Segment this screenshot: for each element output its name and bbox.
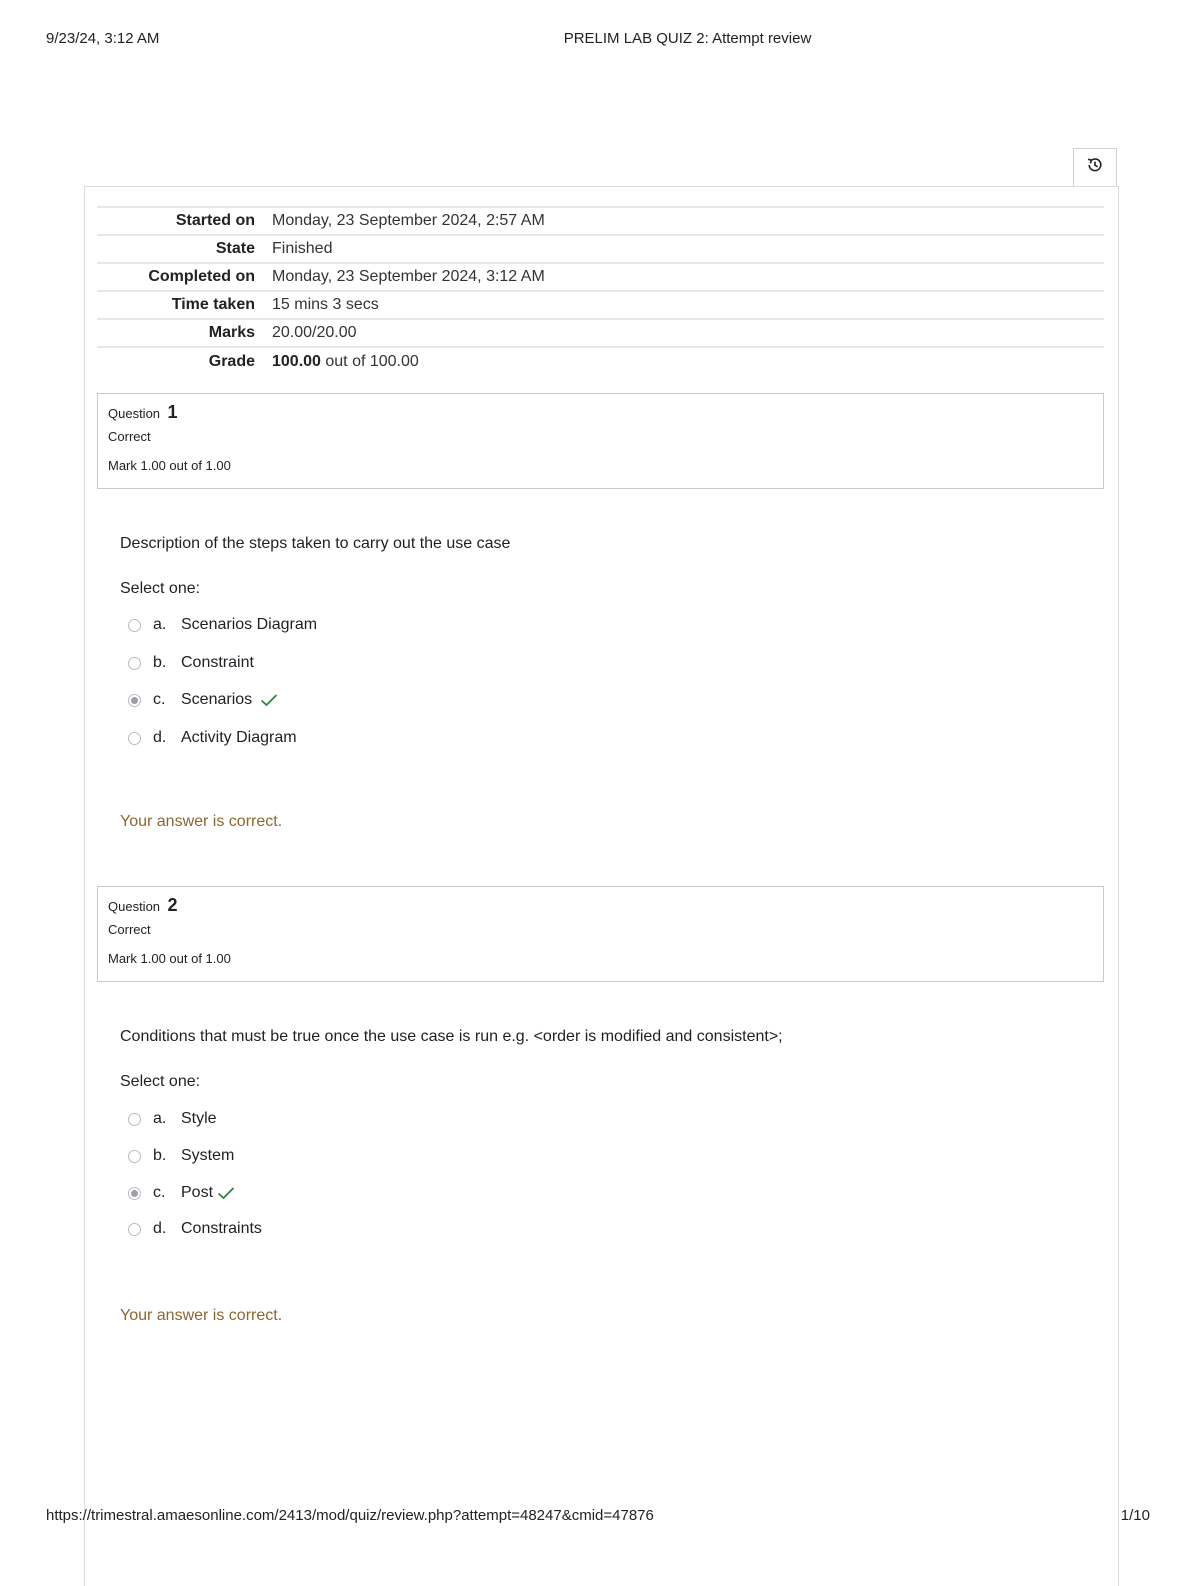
- correct-check-icon: [217, 1186, 235, 1200]
- option-text: Scenarios Diagram: [181, 616, 318, 633]
- summary-label: State: [215, 240, 255, 257]
- history-icon: [1086, 156, 1104, 179]
- question-number: 2: [167, 895, 178, 915]
- summary-row-grade: [97, 347, 1104, 375]
- question-number: 1: [167, 402, 178, 422]
- option-text: Style: [181, 1110, 217, 1127]
- print-page-number: 1/10: [1120, 1507, 1150, 1524]
- option-text: Constraint: [181, 654, 254, 671]
- q1-option-b[interactable]: [128, 651, 254, 675]
- summary-row-completed: [97, 263, 1104, 291]
- summary-row-state: [97, 235, 1104, 263]
- q1-option-d[interactable]: [128, 726, 297, 750]
- history-button[interactable]: [1073, 148, 1117, 186]
- q1-option-a[interactable]: [128, 613, 317, 637]
- q2-option-c[interactable]: [128, 1181, 235, 1205]
- option-text: Activity Diagram: [181, 729, 297, 746]
- attempt-summary-table: [97, 206, 1104, 375]
- summary-value: 15 mins 3 secs: [272, 296, 379, 313]
- grade-value: 100.00: [272, 352, 321, 370]
- question-label: Question: [108, 899, 161, 914]
- summary-value: [265, 347, 1104, 375]
- option-letter: b.: [153, 1147, 167, 1164]
- summary-label: Marks: [208, 324, 255, 341]
- question-2-feedback: Your answer is correct.: [120, 1307, 283, 1324]
- correct-check-icon: [260, 693, 278, 707]
- print-page-title: PRELIM LAB QUIZ 2: Attempt review: [563, 30, 812, 47]
- question-state: Correct: [108, 922, 151, 937]
- q2-option-a[interactable]: [128, 1107, 217, 1131]
- question-2-prompt: Select one:: [120, 1073, 201, 1090]
- question-1-info: [97, 393, 1104, 489]
- option-letter: c.: [153, 1184, 166, 1201]
- question-1-prompt: Select one:: [120, 580, 201, 597]
- summary-value: Monday, 23 September 2024, 2:57 AM: [272, 212, 545, 229]
- option-letter: c.: [153, 691, 166, 708]
- question-state: Correct: [108, 429, 151, 444]
- print-url: https://trimestral.amaesonline.com/2413/mod/quiz/review.php?attempt=48247&cmid=47876: [46, 1507, 654, 1524]
- option-letter: a.: [153, 616, 167, 633]
- summary-label: Grade: [208, 352, 255, 370]
- radio-button[interactable]: [128, 1223, 141, 1236]
- q2-option-d[interactable]: [128, 1217, 262, 1241]
- summary-label: Time taken: [171, 296, 255, 313]
- print-datetime: 9/23/24, 3:12 AM: [46, 30, 160, 47]
- question-mark: Mark 1.00 out of 1.00: [108, 951, 231, 966]
- radio-button[interactable]: [128, 619, 141, 632]
- question-1-text: Description of the steps taken to carry out the use case: [120, 535, 511, 552]
- option-letter: a.: [153, 1110, 167, 1127]
- summary-row-time-taken: [97, 291, 1104, 319]
- option-text: Scenarios: [181, 691, 253, 708]
- question-1-feedback: Your answer is correct.: [120, 813, 283, 830]
- summary-value: Monday, 23 September 2024, 3:12 AM: [272, 268, 545, 285]
- q2-option-b[interactable]: [128, 1144, 234, 1168]
- question-label: Question: [108, 406, 161, 421]
- radio-button[interactable]: [128, 1113, 141, 1126]
- option-text: Constraints: [181, 1220, 262, 1237]
- option-text: System: [181, 1147, 235, 1164]
- summary-label: Started on: [175, 212, 255, 229]
- option-text: Post: [181, 1184, 214, 1201]
- option-letter: b.: [153, 654, 167, 671]
- option-letter: d.: [153, 1220, 167, 1237]
- summary-label: Completed on: [148, 268, 255, 285]
- grade-out-of: out of 100.00: [320, 352, 419, 370]
- summary-row-started: [97, 207, 1104, 235]
- q1-option-c[interactable]: [128, 688, 278, 712]
- summary-value: Finished: [272, 240, 333, 257]
- option-letter: d.: [153, 729, 167, 746]
- summary-value: 20.00/20.00: [272, 324, 357, 341]
- question-2-text: Conditions that must be true once the use case is run e.g. <order is modified and consistent>;: [120, 1028, 783, 1045]
- radio-button-selected[interactable]: [128, 1187, 141, 1200]
- radio-button[interactable]: [128, 732, 141, 745]
- radio-button[interactable]: [128, 1150, 141, 1163]
- question-mark: Mark 1.00 out of 1.00: [108, 458, 231, 473]
- question-2-info: [97, 886, 1104, 982]
- radio-button[interactable]: [128, 657, 141, 670]
- radio-button-selected[interactable]: [128, 694, 141, 707]
- summary-row-marks: [97, 319, 1104, 347]
